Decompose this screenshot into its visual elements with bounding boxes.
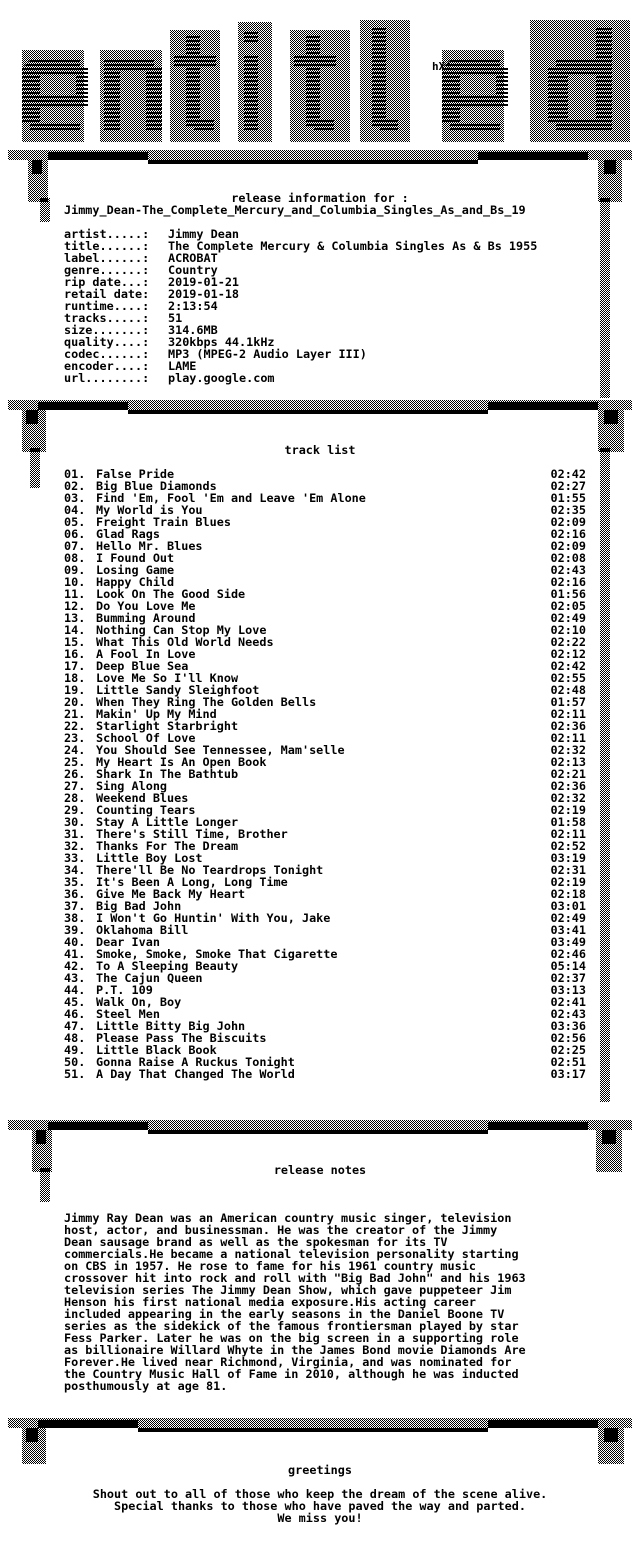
track-number: 34. xyxy=(64,863,86,877)
track-duration: 02:18 xyxy=(550,887,586,901)
track-duration: 02:27 xyxy=(550,479,586,493)
track-number: 15. xyxy=(64,635,86,649)
track-title: Deep Blue Sea xyxy=(96,659,189,673)
release-info-fields xyxy=(64,228,537,384)
track-number: 28. xyxy=(64,791,86,805)
track-number: 08. xyxy=(64,551,86,565)
track-title: Glad Rags xyxy=(96,527,160,541)
release-notes-line: Forever.He lived near Richmond, Virginia, and was nominated for xyxy=(64,1355,512,1369)
track-duration: 02:48 xyxy=(550,683,586,697)
track-title: You Should See Tennessee, Mam'selle xyxy=(96,743,345,757)
track-duration: 03:41 xyxy=(550,923,586,937)
track-duration: 02:55 xyxy=(550,671,586,685)
track-number: 39. xyxy=(64,923,86,937)
track-number: 49. xyxy=(64,1043,86,1057)
greetings-body xyxy=(0,1488,640,1524)
track-duration: 02:22 xyxy=(550,635,586,649)
track-title: Hello Mr. Blues xyxy=(96,539,203,553)
release-notes-line: on CBS in 1957. He rose to fame for his 1961 country music xyxy=(64,1259,476,1273)
track-duration: 02:42 xyxy=(550,659,586,673)
track-title: Little Bitty Big John xyxy=(96,1019,246,1033)
track-duration: 03:17 xyxy=(550,1067,586,1081)
track-title: School Of Love xyxy=(96,731,196,745)
info-field-value: LAME xyxy=(168,359,197,373)
track-title: Smoke, Smoke, Smoke That Cigarette xyxy=(96,947,338,961)
track-title: I Won't Go Huntin' With You, Jake xyxy=(96,911,331,925)
track-duration: 02:09 xyxy=(550,539,586,553)
track-title: Shark In The Bathtub xyxy=(96,767,239,781)
track-title: To A Sleeping Beauty xyxy=(96,959,239,973)
track-duration: 02:32 xyxy=(550,791,586,805)
right-border xyxy=(600,198,610,398)
track-duration: 02:19 xyxy=(550,875,586,889)
track-duration: 02:11 xyxy=(550,827,586,841)
track-duration: 01:56 xyxy=(550,587,586,601)
track-duration: 02:35 xyxy=(550,503,586,517)
track-duration: 02:12 xyxy=(550,647,586,661)
track-duration: 02:49 xyxy=(550,611,586,625)
greetings-line: We miss you! xyxy=(277,1511,363,1525)
track-number: 40. xyxy=(64,935,86,949)
track-number: 25. xyxy=(64,755,86,769)
info-field-value: 2:13:54 xyxy=(168,299,218,313)
info-field-key: url........: xyxy=(64,371,150,385)
track-title: Do You Love Me xyxy=(96,599,196,613)
info-field-key: genre......: xyxy=(64,263,150,277)
tracklist-heading: track list xyxy=(284,443,356,457)
track-duration: 02:32 xyxy=(550,743,586,757)
track-duration: 02:37 xyxy=(550,971,586,985)
track-duration: 02:46 xyxy=(550,947,586,961)
track-title: Find 'Em, Fool 'Em and Leave 'Em Alone xyxy=(96,491,366,505)
track-title: Starlight Starbright xyxy=(96,719,239,733)
track-title: Gonna Raise A Ruckus Tonight xyxy=(96,1055,295,1069)
track-number: 44. xyxy=(64,983,86,997)
track-duration: 02:49 xyxy=(550,911,586,925)
info-field-key: size.......: xyxy=(64,323,150,337)
track-number: 04. xyxy=(64,503,86,517)
track-number: 24. xyxy=(64,743,86,757)
track-number: 26. xyxy=(64,767,86,781)
release-notes-line: included appearing in the early seasons in the Daniel Boone TV xyxy=(64,1307,505,1321)
track-title: Little Boy Lost xyxy=(96,851,203,865)
track-duration: 01:57 xyxy=(550,695,586,709)
track-title: Happy Child xyxy=(96,575,175,589)
release-info-heading: release information for : xyxy=(231,191,409,205)
track-title: I Found Out xyxy=(96,551,175,565)
track-duration: 02:21 xyxy=(550,767,586,781)
release-notes-line: the Country Music Hall of Fame in 2010, although he was inducted xyxy=(64,1367,519,1381)
track-duration: 01:58 xyxy=(550,815,586,829)
info-field-key: quality....: xyxy=(64,335,150,349)
track-duration: 02:56 xyxy=(550,1031,586,1045)
track-title: Please Pass The Biscuits xyxy=(96,1031,267,1045)
info-field-value: play.google.com xyxy=(168,371,275,385)
track-title: Little Sandy Sleighfoot xyxy=(96,683,260,697)
track-title: Walk On, Boy xyxy=(96,995,182,1009)
track-duration: 03:01 xyxy=(550,899,586,913)
track-duration: 02:16 xyxy=(550,575,586,589)
track-number: 41. xyxy=(64,947,86,961)
track-title: My Heart Is An Open Book xyxy=(96,755,267,769)
track-duration: 02:16 xyxy=(550,527,586,541)
greetings-heading: greetings xyxy=(288,1463,352,1477)
track-duration: 02:13 xyxy=(550,755,586,769)
track-number: 35. xyxy=(64,875,86,889)
greetings-line: Shout out to all of those who keep the dream of the scene alive. xyxy=(92,1487,548,1501)
release-notes-line: series as the sidekick of the famous frontiersman played by star xyxy=(64,1319,519,1333)
track-title: It's Been A Long, Long Time xyxy=(96,875,288,889)
track-title: Give Me Back My Heart xyxy=(96,887,246,901)
track-title: When They Ring The Golden Bells xyxy=(96,695,317,709)
release-notes-line: host, actor, and businessman. He was the creator of the Jimmy xyxy=(64,1223,498,1237)
track-title: P.T. 109 xyxy=(96,983,153,997)
track-number: 19. xyxy=(64,683,86,697)
track-number: 48. xyxy=(64,1031,86,1045)
track-duration: 03:49 xyxy=(550,935,586,949)
track-duration: 02:25 xyxy=(550,1043,586,1057)
track-number: 32. xyxy=(64,839,86,853)
track-title: Sing Along xyxy=(96,779,168,793)
tracklist xyxy=(64,468,586,1080)
track-duration: 02:42 xyxy=(550,467,586,481)
info-field-key: retail date: xyxy=(64,287,150,301)
release-notes-line: Henson his first national media exposure.His acting career xyxy=(64,1295,476,1309)
track-duration: 02:31 xyxy=(550,863,586,877)
track-number: 07. xyxy=(64,539,86,553)
info-field-value: ACROBAT xyxy=(168,251,218,265)
track-number: 10. xyxy=(64,575,86,589)
track-title: The Cajun Queen xyxy=(96,971,203,985)
track-number: 45. xyxy=(64,995,86,1009)
release-notes-heading: release notes xyxy=(273,1163,367,1177)
track-duration: 02:08 xyxy=(550,551,586,565)
release-notes-line: television series The Jimmy Dean Show, which gave puppeteer Jim xyxy=(64,1283,512,1297)
track-title: Look On The Good Side xyxy=(96,587,246,601)
track-title: Bumming Around xyxy=(96,611,196,625)
info-field-key: artist.....: xyxy=(64,227,150,241)
track-title: Steel Men xyxy=(96,1007,160,1021)
track-number: 20. xyxy=(64,695,86,709)
track-title: Thanks For The Dream xyxy=(96,839,239,853)
release-notes-body xyxy=(64,1212,526,1392)
track-title: Big Bad John xyxy=(96,899,182,913)
info-field-value: 314.6MB xyxy=(168,323,218,337)
track-number: 12. xyxy=(64,599,86,613)
info-field-key: label......: xyxy=(64,251,150,265)
release-notes-line: Fess Parker. Later he was on the big screen in a supporting role xyxy=(64,1331,519,1345)
info-field-value: MP3 (MPEG-2 Audio Layer III) xyxy=(168,347,367,361)
track-title: Weekend Blues xyxy=(96,791,189,805)
release-name: Jimmy_Dean-The_Complete_Mercury_and_Columbia_Singles_As_and_Bs_19 xyxy=(64,203,526,217)
track-number: 14. xyxy=(64,623,86,637)
track-number: 01. xyxy=(64,467,86,481)
track-title: Losing Game xyxy=(96,563,175,577)
release-notes-line: posthumously at age 81. xyxy=(64,1379,228,1393)
info-field-value: The Complete Mercury & Columbia Singles As & Bs 1955 xyxy=(168,239,538,253)
track-title: A Day That Changed The World xyxy=(96,1067,295,1081)
info-field-value: Jimmy Dean xyxy=(168,227,240,241)
track-number: 03. xyxy=(64,491,86,505)
track-duration: 02:52 xyxy=(550,839,586,853)
release-notes-line: Jimmy Ray Dean was an American country music singer, television xyxy=(64,1211,512,1225)
track-number: 09. xyxy=(64,563,86,577)
track-number: 38. xyxy=(64,911,86,925)
track-title: Counting Tears xyxy=(96,803,196,817)
right-border xyxy=(600,448,610,1102)
track-number: 18. xyxy=(64,671,86,685)
greetings-line: Special thanks to those who have paved the way and parted. xyxy=(114,1499,526,1513)
info-field-row xyxy=(64,372,537,384)
track-title: My World is You xyxy=(96,503,203,517)
track-title: There's Still Time, Brother xyxy=(96,827,288,841)
track-number: 22. xyxy=(64,719,86,733)
release-notes-line: crossover hit into rock and roll with "Big Bad John" and his 1963 xyxy=(64,1271,526,1285)
info-field-value: Country xyxy=(168,263,218,277)
track-duration: 02:05 xyxy=(550,599,586,613)
track-number: 51. xyxy=(64,1067,86,1081)
track-duration: 02:11 xyxy=(550,707,586,721)
track-row xyxy=(64,1068,586,1080)
track-duration: 02:11 xyxy=(550,731,586,745)
track-number: 23. xyxy=(64,731,86,745)
track-number: 11. xyxy=(64,587,86,601)
release-notes-line: Dean sausage brand as well as the spokesman for its TV xyxy=(64,1235,448,1249)
info-field-value: 320kbps 44.1kHz xyxy=(168,335,275,349)
track-title: What This Old World Needs xyxy=(96,635,274,649)
track-title: Stay A Little Longer xyxy=(96,815,239,829)
release-notes-line: commercials.He became a national television personality starting xyxy=(64,1247,519,1261)
track-number: 37. xyxy=(64,899,86,913)
track-title: Nothing Can Stop My Love xyxy=(96,623,267,637)
logo-tag: hX! xyxy=(432,60,452,73)
track-duration: 02:43 xyxy=(550,1007,586,1021)
info-field-value: 2019-01-18 xyxy=(168,287,240,301)
track-duration: 03:36 xyxy=(550,1019,586,1033)
track-number: 05. xyxy=(64,515,86,529)
track-title: False Pride xyxy=(96,467,175,481)
track-duration: 02:36 xyxy=(550,719,586,733)
track-number: 33. xyxy=(64,851,86,865)
track-duration: 01:55 xyxy=(550,491,586,505)
track-number: 16. xyxy=(64,647,86,661)
track-number: 06. xyxy=(64,527,86,541)
track-number: 13. xyxy=(64,611,86,625)
track-number: 02. xyxy=(64,479,86,493)
track-number: 43. xyxy=(64,971,86,985)
track-number: 46. xyxy=(64,1007,86,1021)
info-field-key: codec......: xyxy=(64,347,150,361)
info-field-key: tracks.....: xyxy=(64,311,150,325)
track-title: Oklahoma Bill xyxy=(96,923,189,937)
track-title: Freight Train Blues xyxy=(96,515,231,529)
track-duration: 02:43 xyxy=(550,563,586,577)
track-duration: 02:41 xyxy=(550,995,586,1009)
track-number: 17. xyxy=(64,659,86,673)
track-number: 29. xyxy=(64,803,86,817)
release-notes-line: as billionaire Willard Whyte in the James Bond movie Diamonds Are xyxy=(64,1343,526,1357)
track-number: 27. xyxy=(64,779,86,793)
track-duration: 03:19 xyxy=(550,851,586,865)
track-title: There'll Be No Teardrops Tonight xyxy=(96,863,324,877)
track-duration: 02:09 xyxy=(550,515,586,529)
track-number: 36. xyxy=(64,887,86,901)
track-title: A Fool In Love xyxy=(96,647,196,661)
track-number: 50. xyxy=(64,1055,86,1069)
track-title: Big Blue Diamonds xyxy=(96,479,217,493)
track-duration: 02:10 xyxy=(550,623,586,637)
info-field-value: 51 xyxy=(168,311,183,325)
track-number: 30. xyxy=(64,815,86,829)
track-duration: 05:14 xyxy=(550,959,586,973)
track-duration: 02:51 xyxy=(550,1055,586,1069)
track-duration: 03:13 xyxy=(550,983,586,997)
info-field-value: 2019-01-21 xyxy=(168,275,240,289)
track-number: 21. xyxy=(64,707,86,721)
track-title: Dear Ivan xyxy=(96,935,160,949)
track-number: 42. xyxy=(64,959,86,973)
info-field-key: title......: xyxy=(64,239,150,253)
track-duration: 02:19 xyxy=(550,803,586,817)
info-field-key: encoder....: xyxy=(64,359,150,373)
track-duration: 02:36 xyxy=(550,779,586,793)
info-field-key: rip date...: xyxy=(64,275,150,289)
track-title: Love Me So I'll Know xyxy=(96,671,239,685)
track-title: Makin' Up My Mind xyxy=(96,707,217,721)
track-title: Little Black Book xyxy=(96,1043,217,1057)
track-number: 31. xyxy=(64,827,86,841)
track-number: 47. xyxy=(64,1019,86,1033)
info-field-key: runtime....: xyxy=(64,299,150,313)
entitled-logo xyxy=(0,0,640,150)
